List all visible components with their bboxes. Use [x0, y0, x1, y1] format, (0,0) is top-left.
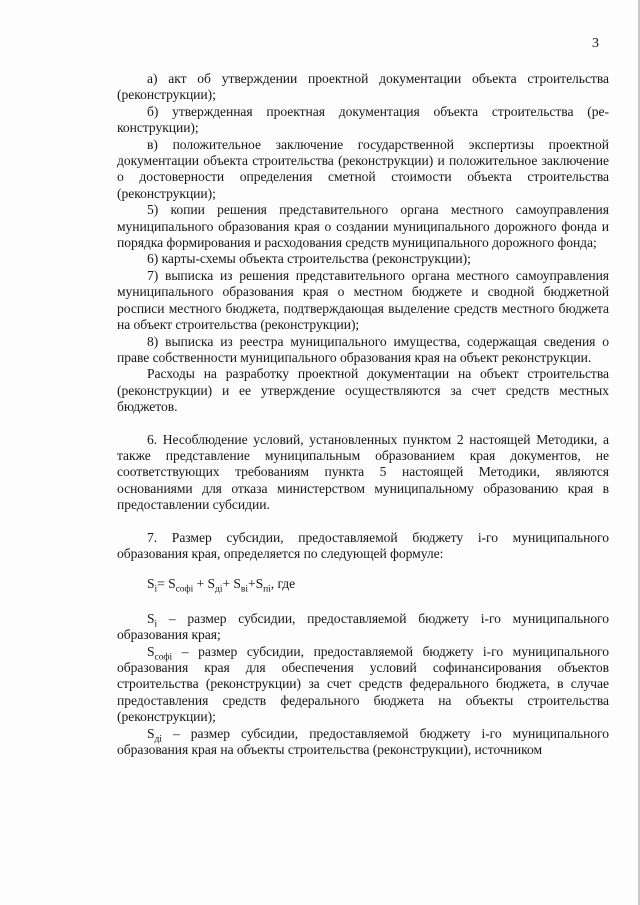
item-v: в) положительное заключение государственной экспертизы проектной документации объекта строительства (реконструкции) и положительное заключение о достоверности определения сметной стоимости объекта строительства (реконструкции);	[117, 136, 609, 201]
formula-s-di-sub: дi	[215, 585, 223, 596]
formula-plus: +	[247, 576, 256, 592]
formula-tail: , где	[270, 576, 296, 592]
definition-text: – размер субсидии, предоставляемой бюджету i-го муниципального образования края для обеспечения условий софинансирования объектов строительства (реконструкции) за счет средств федерального бюджета, в случае предоставления средств федерального бюджета на объекты строительства (реконструкции);	[117, 643, 609, 725]
definition-symbol-sub: софi	[154, 652, 173, 663]
formula-s: S	[147, 576, 155, 592]
formula-equals: =	[157, 576, 169, 592]
formula-s-sub: i	[154, 585, 158, 596]
definition-symbol-sub: дi	[154, 734, 162, 745]
definition-text: – размер субсидии, предоставляемой бюджету i-го муниципального образования края на объекты строительства (реконструкции), источником	[117, 725, 609, 758]
item-8: 8) выписка из реестра муниципального имущества, содержащая сведения о праве собственности муниципального образования края на объект реконструкции.	[117, 333, 609, 365]
item-6: 6) карты-схемы объекта строительства (реконструкции);	[147, 251, 471, 267]
formula-plus: +	[222, 576, 234, 592]
item-b: б) утвержденная проектная документация объекта строительства (реконструкции);	[117, 103, 609, 136]
expenses-paragraph: Расходы на разработку проектной документации на объект строительства (реконструкции) и ее утверждение осуществляются за счет средств местных бюджетов.	[117, 366, 609, 415]
definition-text: – размер субсидии, предоставляемой бюджету i-го муниципального образования края;	[117, 610, 609, 643]
definition-symbol: S	[147, 725, 155, 741]
document-body	[117, 71, 609, 758]
definition-symbol: S	[147, 610, 155, 626]
formula-s-pi-sub: пi	[263, 585, 271, 596]
formula-s-di: S	[207, 576, 216, 592]
definition-symbol: S	[147, 643, 155, 659]
item-5: 5) копии решения представительного органа местного самоуправления муниципального образования края о создании муниципального дорожного фонда и порядка формирования и расходования средств муниципального дорожного фонда;	[117, 202, 609, 251]
subsidy-formula	[117, 576, 609, 596]
formula-s-vi-sub: вi	[240, 585, 248, 596]
page-number: 3	[592, 36, 599, 51]
formula-s-vi: S	[233, 576, 241, 592]
definition-sdi	[117, 726, 609, 759]
item-a: а) акт об утверждении проектной документации объекта строительства (реконструкции);	[117, 71, 609, 103]
formula-plus: +	[193, 576, 208, 592]
formula-s-cofi-sub: софi	[175, 585, 194, 596]
section-7-paragraph: 7. Размер субсидии, предоставляемой бюджету i-го муниципального образования края, определяется по следующей формуле:	[117, 529, 609, 561]
formula-s-cofi: S	[168, 576, 176, 592]
section-6-paragraph: 6. Несоблюдение условий, установленных пунктом 2 настоящей Методики, а также представление муниципальным образованием края документов, не соответствующих требованиям пункта 5 настоящей Методики, являются основаниями для отказа министерством муниципальному образованию края в предоставлении субсидии.	[117, 431, 609, 513]
definition-si	[117, 611, 609, 644]
item-7: 7) выписка из решения представительного органа местного самоуправления муниципального образования края о местном бюджете и сводной бюджетной росписи местного бюджета, подтверждающая выделение средств местного бюджета на объект строительства (реконструкции);	[117, 267, 609, 333]
definition-scofi	[117, 644, 609, 726]
definition-symbol-sub: i	[154, 619, 158, 630]
formula-s-pi: S	[255, 576, 264, 592]
